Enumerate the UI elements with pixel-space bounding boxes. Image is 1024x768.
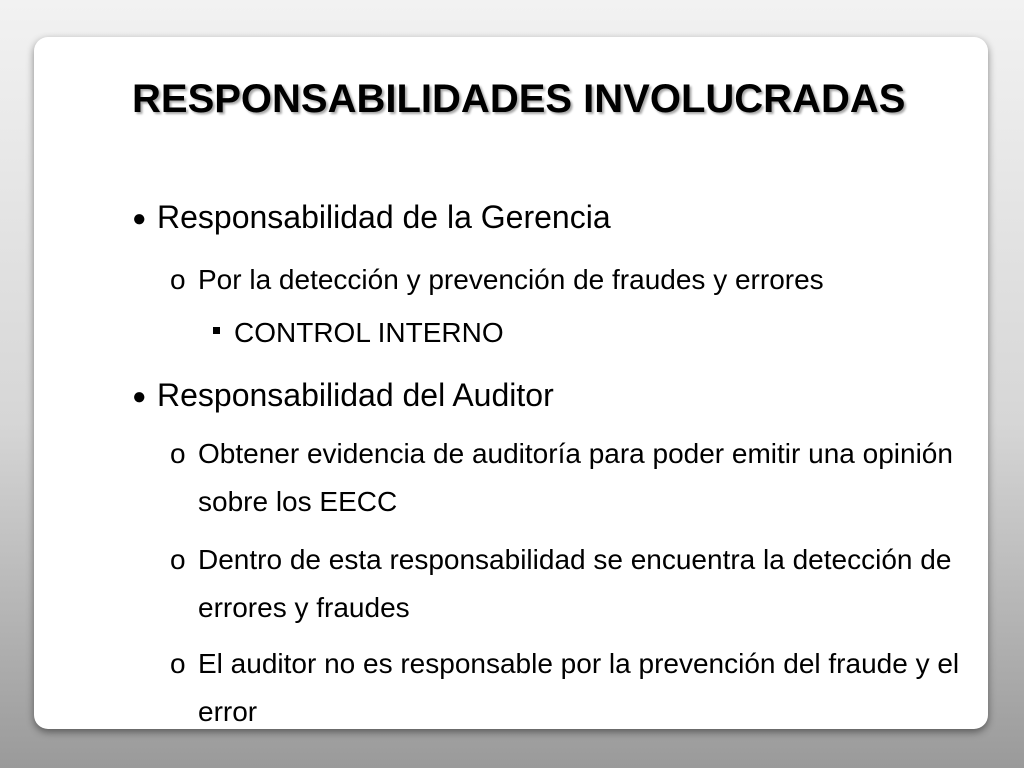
sub-bullet-text: Dentro de esta responsabilidad se encuentra la detección de errores y fraudes	[198, 544, 952, 623]
sub-bullet-text: El auditor no es responsable por la prevención del fraude y el error	[198, 648, 960, 727]
sub-bullet-prevencion	[170, 640, 1010, 736]
sub-bullet-text: Por la detección y prevención de fraudes y errores	[198, 264, 824, 295]
round-bullet-icon: ●	[132, 205, 147, 232]
sub-sub-bullet-text: CONTROL INTERNO	[234, 317, 504, 348]
circle-bullet-icon: o	[170, 438, 186, 469]
square-bullet-icon	[213, 327, 220, 334]
bullet-text: Responsabilidad del Auditor	[157, 377, 554, 413]
circle-bullet-icon: o	[170, 264, 186, 295]
sub-sub-bullet-control	[213, 313, 504, 353]
sub-bullet-deteccion	[170, 256, 1010, 304]
bullet-text: Responsabilidad de la Gerencia	[157, 199, 611, 235]
sub-bullet-text: Obtener evidencia de auditoría para poder emitir una opinión sobre los EECC	[198, 438, 953, 517]
sub-bullet-evidencia	[170, 430, 1010, 526]
bullet-auditor	[132, 375, 554, 417]
round-bullet-icon: ●	[132, 383, 147, 410]
circle-bullet-icon: o	[170, 648, 186, 679]
slide-title: RESPONSABILIDADES INVOLUCRADAS	[132, 77, 906, 121]
bullet-gerencia	[132, 197, 611, 239]
sub-bullet-responsabilidad	[170, 536, 1010, 632]
circle-bullet-icon: o	[170, 544, 186, 575]
